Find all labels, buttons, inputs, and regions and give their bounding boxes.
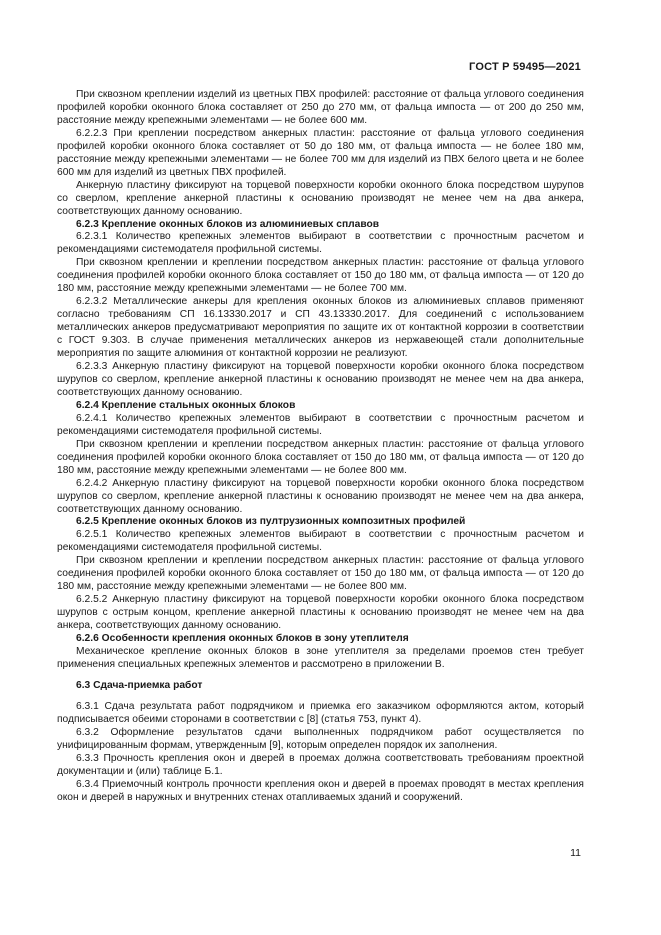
- paragraph: 6.3.2 Оформление результатов сдачи выполненных подрядчиком работ осуществляется по унифицированным формам, утвержденным [9], которым определен порядок их заполнения.: [57, 726, 584, 751]
- section-heading: 6.2.5 Крепление оконных блоков из пултрузионных композитных профилей: [76, 516, 466, 528]
- paragraph: 6.3.3 Прочность крепления окон и дверей в проемах должна соответствовать требованиям проектной документации и (или) таблице Б.1.: [57, 752, 584, 777]
- paragraph: 6.2.5.2 Анкерную пластину фиксируют на торцевой поверхности коробки оконного блока посредством шурупов с острым концом, крепление анкерной пластины к основанию производят не менее чем на два анкера, соответствующих данному основанию.: [57, 594, 584, 632]
- paragraph: Механическое крепление оконных блоков в зоне утеплителя за пределами проемов стен требует применения специальных крепежных элементов и рассмотрено в приложении В.: [57, 645, 584, 670]
- section-heading: 6.2.4 Крепление стальных оконных блоков: [76, 399, 296, 411]
- paragraph: 6.2.3.3 Анкерную пластину фиксируют на торцевой поверхности коробки оконного блока посредством шурупов со сверлом, крепление анкерной пластины к основанию производят не менее чем на два анкера, соответствующих данному основанию.: [57, 361, 584, 398]
- document-body: [57, 89, 584, 804]
- paragraph: При сквозном креплении и креплении посредством анкерных пластин: расстояние от фальца углового соединения профилей коробки оконного блока составляет от 150 до 180 мм, от фальца импоста — от 120 до 180 мм, расстояние между крепежными элементами — не более 800 мм.: [57, 555, 584, 593]
- paragraph: При сквозном креплении изделий из цветных ПВХ профилей: расстояние от фальца углового соединения профилей коробки оконного блока составляет от 250 до 270 мм, от фальца импоста — от 200 до 250 мм, расстояние между крепежными элементами — не более 600 мм.: [57, 89, 584, 126]
- paragraph: 6.2.3.1 Количество крепежных элементов выбирают в соответствии с прочностным расчетом и рекомендациями системодателя профильной системы.: [57, 231, 584, 256]
- paragraph: 6.2.2.3 При креплении посредством анкерных пластин: расстояние от фальца углового соединения профилей коробки оконного блока составляет от 50 до 180 мм, от фальца импоста — не более 180 мм, расстояние между крепежными элементами — не более 700 мм для изделий из ПВХ белого цвета и не более 600 мм для изделий из цветных ПВХ профилей.: [57, 127, 584, 178]
- paragraph: 6.3.4 Приемочный контроль прочности крепления окон и дверей в проемах проводят в местах крепления окон и дверей в наружных и внутренних стенах отапливаемых зданий и сооружений.: [57, 778, 584, 803]
- page-number: 11: [570, 847, 581, 859]
- paragraph: 6.3.1 Сдача результата работ подрядчиком и приемка его заказчиком оформляются актом, который подписывается обеими сторонами в соответствии с [8] (статья 753, пункт 4).: [57, 700, 584, 725]
- paragraph: 6.2.4.1 Количество крепежных элементов выбирают в соответствии с прочностным расчетом и рекомендациями системодателя профильной системы.: [57, 412, 584, 437]
- section-heading: 6.3 Сдача-приемка работ: [76, 679, 203, 691]
- paragraph: Анкерную пластину фиксируют на торцевой поверхности коробки оконного блока посредством шурупов со сверлом, крепление анкерной пластины к основанию производят не менее чем на два анкера, соответствующих данному основанию.: [57, 179, 584, 217]
- paragraph: 6.2.5.1 Количество крепежных элементов выбирают в соответствии с прочностным расчетом и рекомендациями системодателя профильной системы.: [57, 529, 584, 554]
- paragraph: 6.2.3.2 Металлические анкеры для крепления оконных блоков из алюминиевых сплавов применяют согласно требованиям СП 16.13330.2017 и СП 43.13330.2017. Для соединений с использованием металлических анкеров предусматривают мероприятия по защите их от контактной коррозии в соответствии с ГОСТ 9.303. В случае применения металлических анкеров из нержавеющей стали дополнительные мероприятия по защите алюминия от контактной коррозии не реализуют.: [57, 296, 584, 360]
- paragraph: При сквозном креплении и креплении посредством анкерных пластин: расстояние от фальца углового соединения профилей коробки оконного блока составляет от 150 до 180 мм, от фальца импоста — от 120 до 180 мм, расстояние между крепежными элементами — не более 700 мм.: [57, 257, 584, 295]
- section-heading: 6.2.6 Особенности крепления оконных блоков в зону утеплителя: [76, 633, 409, 645]
- paragraph: При сквозном креплении и креплении посредством анкерных пластин: расстояние от фальца углового соединения профилей коробки оконного блока составляет от 150 до 180 мм, от фальца импоста — от 120 до 180 мм, расстояние между крепежными элементами — не более 800 мм.: [57, 438, 584, 476]
- page-header-standard: ГОСТ Р 59495—2021: [469, 61, 581, 73]
- section-heading: 6.2.3 Крепление оконных блоков из алюминиевых сплавов: [76, 218, 380, 230]
- paragraph: 6.2.4.2 Анкерную пластину фиксируют на торцевой поверхности коробки оконного блока посредством шурупов со сверлом, крепление анкерной пластины к основанию производят не менее чем на два анкера, соответствующих данному основанию.: [57, 477, 584, 515]
